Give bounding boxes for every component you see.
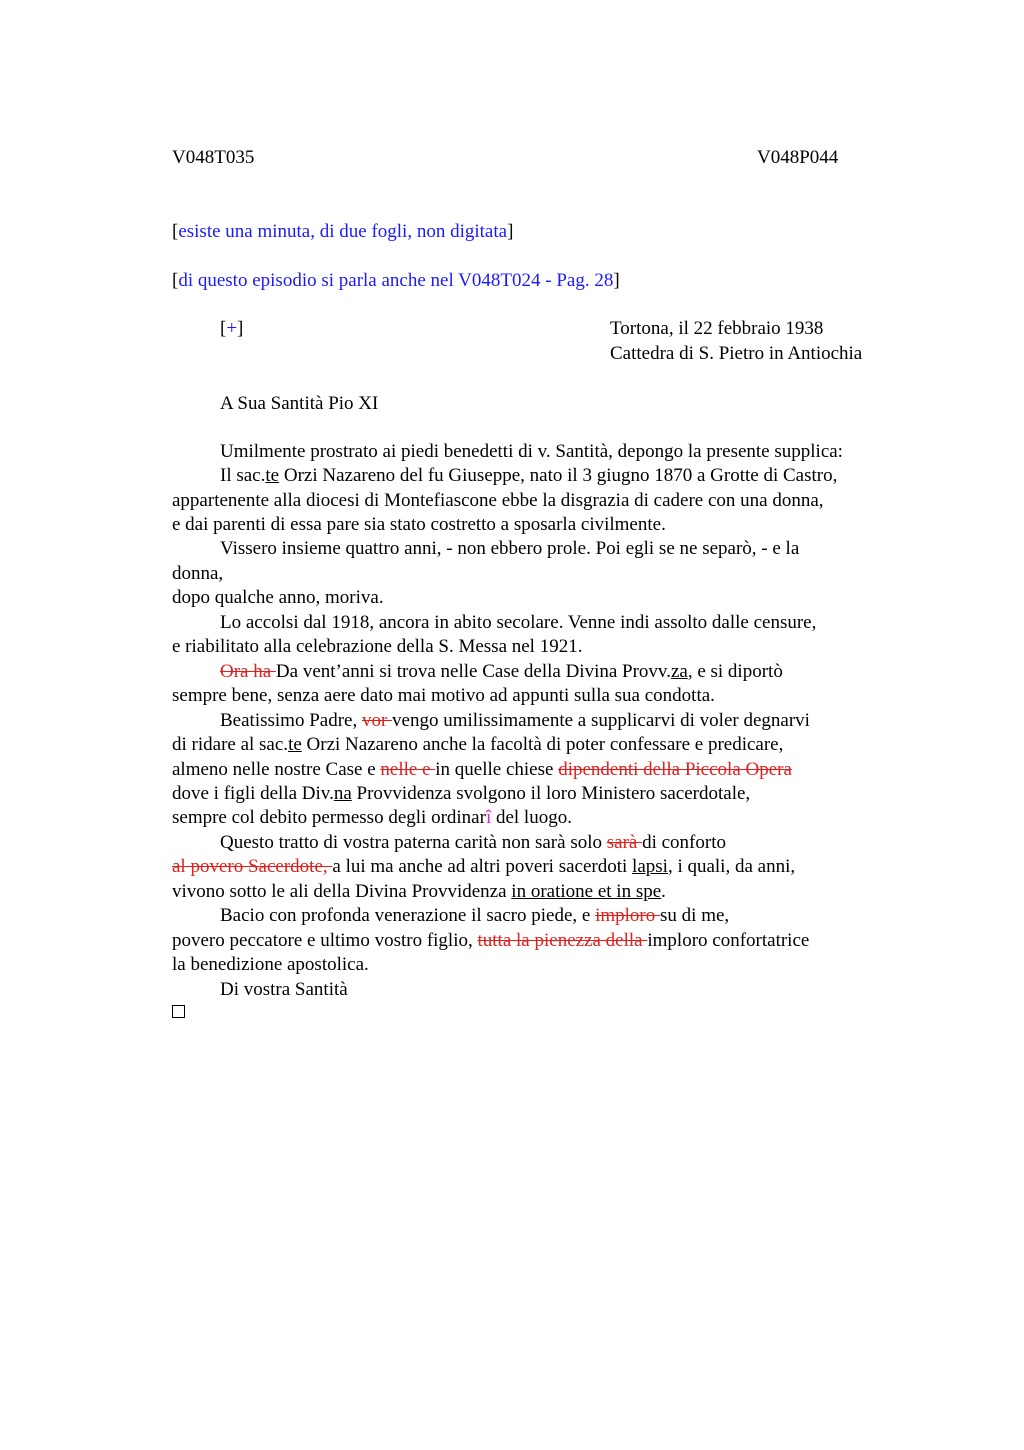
- paragraph-5-line-2: sempre bene, senza aere dato mai motivo ad appunti sulla sua condotta.: [172, 685, 715, 706]
- paragraph-6-line-5: sempre col debito permesso degli ordinarî del luogo.: [172, 807, 572, 828]
- paragraph-7-line-3: vivono sotto le ali della Divina Provvidenza in oratione et in spe.: [172, 881, 666, 902]
- paragraph-4-line-1: Lo accolsi dal 1918, ancora in abito secolare. Venne indi assolto dalle censure,: [220, 612, 817, 633]
- closing: Di vostra Santità: [220, 979, 348, 1000]
- feast-day: Cattedra di S. Pietro in Antiochia: [610, 343, 863, 364]
- doc-code-left: V048T035: [172, 147, 255, 168]
- paragraph-5-line-1: Ora ha Da vent’anni si trova nelle Case della Divina Provv.za, e si diportò: [220, 661, 783, 682]
- place-date: Tortona, il 22 febbraio 1938: [610, 318, 824, 339]
- editorial-note-1: [esiste una minuta, di due fogli, non digitata]: [172, 221, 514, 242]
- paragraph-3-line-1: Vissero insieme quattro anni, - non ebbero prole. Poi egli se ne separò, - e la: [220, 538, 800, 559]
- paragraph-2-line-3: e dai parenti di essa pare sia stato costretto a sposarla civilmente.: [172, 514, 666, 535]
- paragraph-6-line-3: almeno nelle nostre Case e nelle e in quelle chiese dipendenti della Piccola Opera: [172, 759, 792, 780]
- paragraph-4-line-2: e riabilitato alla celebrazione della S. Messa nel 1921.: [172, 636, 583, 657]
- paragraph-7-line-2: al povero Sacerdote, a lui ma anche ad altri poveri sacerdoti lapsi, i quali, da anni,: [172, 856, 796, 877]
- doc-code-right: V048P044: [757, 147, 839, 168]
- paragraph-2-line-2: appartenente alla diocesi di Montefiascone ebbe la disgrazia di cadere con una donna,: [172, 490, 824, 511]
- cross-icon: +: [226, 318, 238, 339]
- editorial-note-2: [di questo episodio si parla anche nel V048T024 - Pag. 28]: [172, 270, 620, 291]
- paragraph-7-line-1: Questo tratto di vostra paterna carità non sarà solo sarà di conforto: [220, 832, 726, 853]
- paragraph-1: Umilmente prostrato ai piedi benedetti di v. Santità, depongo la presente supplica:: [220, 441, 843, 462]
- paragraph-6-line-4: dove i figli della Div.na Provvidenza svolgono il loro Ministero sacerdotale,: [172, 783, 751, 804]
- paragraph-3-line-2: donna,: [172, 563, 224, 584]
- salutation: A Sua Santità Pio XI: [220, 393, 379, 414]
- paragraph-2-line-1: Il sac.te Orzi Nazareno del fu Giuseppe, nato il 3 giugno 1870 a Grotte di Castro,: [220, 465, 838, 486]
- paragraph-6-line-1: Beatissimo Padre, vor vengo umilissimamente a supplicarvi di voler degnarvi: [220, 710, 810, 731]
- paragraph-8-line-2: povero peccatore e ultimo vostro figlio, tutta la pienezza della imploro confortatrice: [172, 930, 810, 951]
- paragraph-3-line-3: dopo qualche anno, moriva.: [172, 587, 384, 608]
- paragraph-6-line-2: di ridare al sac.te Orzi Nazareno anche la facoltà di poter confessare e predicare,: [172, 734, 784, 755]
- cross-mark: [+]: [220, 318, 244, 339]
- paragraph-8-line-1: Bacio con profonda venerazione il sacro piede, e imploro su di me,: [220, 905, 730, 926]
- paragraph-8-line-3: la benedizione apostolica.: [172, 954, 369, 975]
- square-icon: [172, 1005, 185, 1018]
